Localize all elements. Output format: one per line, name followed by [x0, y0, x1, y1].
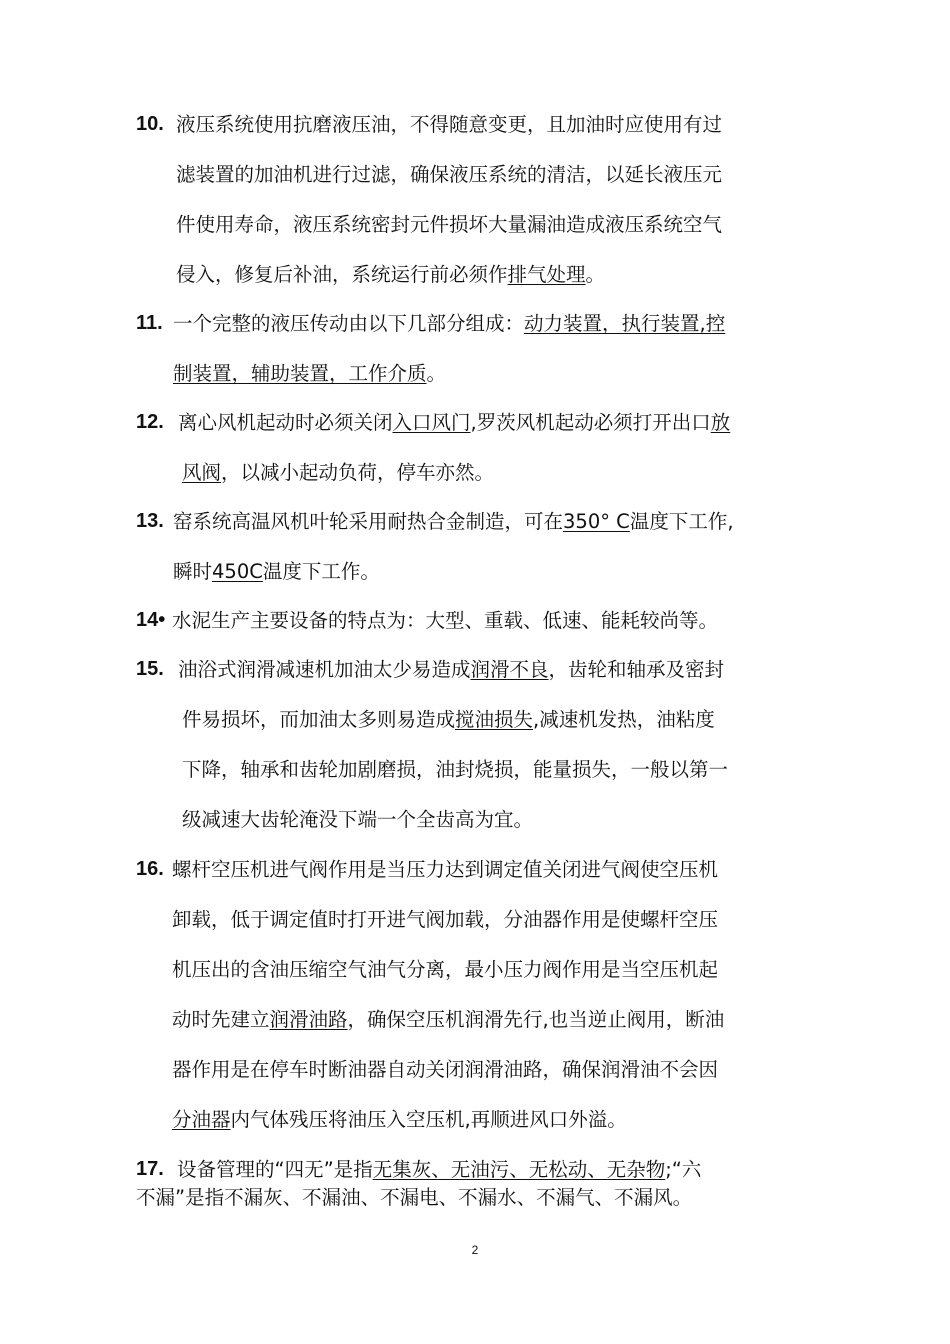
text-segment: 水泥生产主要设备的特点为：大型、重载、低速、能耗较尚等。: [172, 609, 719, 632]
text-line: [176, 212, 722, 238]
text-segment: 内气体残压将油压入空压机,再顺进风口外溢。: [230, 1108, 627, 1131]
text-line: [178, 410, 730, 436]
text-line: [172, 1057, 718, 1083]
text-line: [173, 559, 380, 585]
text-segment: ，齿轮和轴承及密封: [548, 658, 725, 681]
text-line: [172, 857, 718, 883]
text-segment: 侵入，修复后补油，系统运行前必须作: [176, 263, 508, 286]
text-segment: 级减速大齿轮淹没下端一个全齿高为宜。: [182, 808, 534, 831]
item-number: 16.: [136, 858, 164, 880]
underlined-answer: 无集灰、无油污、无松动、无杂物: [372, 1158, 666, 1181]
text-segment: 油浴式润滑减速机加油太少易造成: [178, 658, 471, 681]
text-segment: ,减速机发热，油粘度: [533, 708, 715, 731]
text-line: [173, 311, 725, 337]
text-line: [136, 1185, 692, 1211]
item-number: 13.: [136, 510, 164, 532]
text-line: [172, 1007, 724, 1033]
text-line: [182, 757, 728, 783]
underlined-answer: 动力装置，执行装置,控: [524, 312, 726, 335]
underlined-answer: 排气处理: [507, 263, 586, 286]
text-segment: ，以减小起动负荷，停车亦然。: [221, 461, 495, 484]
text-segment: 离心风机起动时必须关闭: [178, 411, 393, 434]
text-line: [176, 162, 722, 188]
underlined-answer: 450C: [212, 560, 263, 583]
underlined-answer: 润滑不良: [470, 658, 549, 681]
text-segment: 温度下工作。: [262, 560, 380, 583]
text-line: [182, 707, 715, 733]
text-segment: ;“六: [665, 1158, 702, 1181]
text-segment: 件易损坏，而加油太多则易造成: [182, 708, 456, 731]
underlined-answer: 制装置，辅助装置，工作介质: [173, 362, 427, 385]
item-number: 10.: [136, 113, 164, 135]
text-segment: 不漏”是指不漏灰、不漏油、不漏电、不漏水、不漏气、不漏风。: [136, 1186, 693, 1209]
text-line: [178, 657, 724, 683]
item-number: 12.: [136, 411, 164, 433]
text-segment: 。: [426, 362, 447, 385]
item-number: 14•: [136, 609, 166, 631]
text-segment: 下降，轴承和齿轮加剧磨损，油封烧损，能量损失，一般以第一: [182, 758, 729, 781]
underlined-answer: 入口风门: [392, 411, 471, 434]
text-segment: 机压出的含油压缩空气油气分离，最小压力阀作用是当空压机起: [172, 958, 719, 981]
text-line: [182, 807, 533, 833]
item-number: 17.: [136, 1158, 164, 1180]
item-number: 11.: [136, 312, 163, 334]
underlined-answer: 分油器: [172, 1108, 231, 1131]
text-line: [176, 112, 722, 138]
text-line: [172, 957, 718, 983]
text-segment: ，确保空压机润滑先行,也当逆止阀用，断油: [347, 1008, 725, 1031]
text-segment: 动时先建立: [172, 1008, 270, 1031]
text-line: [172, 1107, 627, 1133]
text-line: [182, 460, 494, 486]
text-segment: 器作用是在停车时断油器自动关闭润滑油路，确保润滑油不会因: [172, 1058, 719, 1081]
text-segment: 卸载，低于调定值时打开进气阀加载，分油器作用是使螺杆空压: [172, 908, 719, 931]
text-segment: 液压系统使用抗磨液压油，不得随意变更，且加油时应使用有过: [176, 113, 723, 136]
text-line: [177, 1157, 701, 1183]
text-segment: 件使用寿命，液压系统密封元件损坏大量漏油造成液压系统空气: [176, 213, 723, 236]
text-segment: 滤装置的加油机进行过滤，确保液压系统的清洁，以延长液压元: [176, 163, 723, 186]
text-segment: 设备管理的“四无”是指: [177, 1158, 373, 1181]
text-segment: 螺杆空压机进气阀作用是当压力达到调定值关闭进气阀使空压机: [172, 858, 719, 881]
underlined-answer: 润滑油路: [269, 1008, 348, 1031]
text-line: [176, 262, 605, 288]
page-number: 2: [471, 1243, 479, 1257]
underlined-answer: 放: [710, 411, 731, 434]
text-line: [172, 907, 718, 933]
item-number: 15.: [136, 658, 164, 680]
text-segment: 一个完整的液压传动由以下几部分组成：: [173, 312, 525, 335]
underlined-answer: 350° C: [563, 510, 630, 533]
text-segment: 瞬时: [173, 560, 213, 583]
underlined-answer: 风阀: [182, 461, 222, 484]
text-segment: ,罗茨风机起动必须打开出口: [470, 411, 711, 434]
text-line: [173, 509, 734, 535]
text-segment: 。: [585, 263, 606, 286]
text-line: [173, 361, 446, 387]
text-line: [172, 608, 718, 634]
text-segment: 窑系统高温风机叶轮采用耐热合金制造，可在: [173, 510, 564, 533]
text-segment: 温度下工作,: [629, 510, 734, 533]
underlined-answer: 搅油损失: [455, 708, 534, 731]
